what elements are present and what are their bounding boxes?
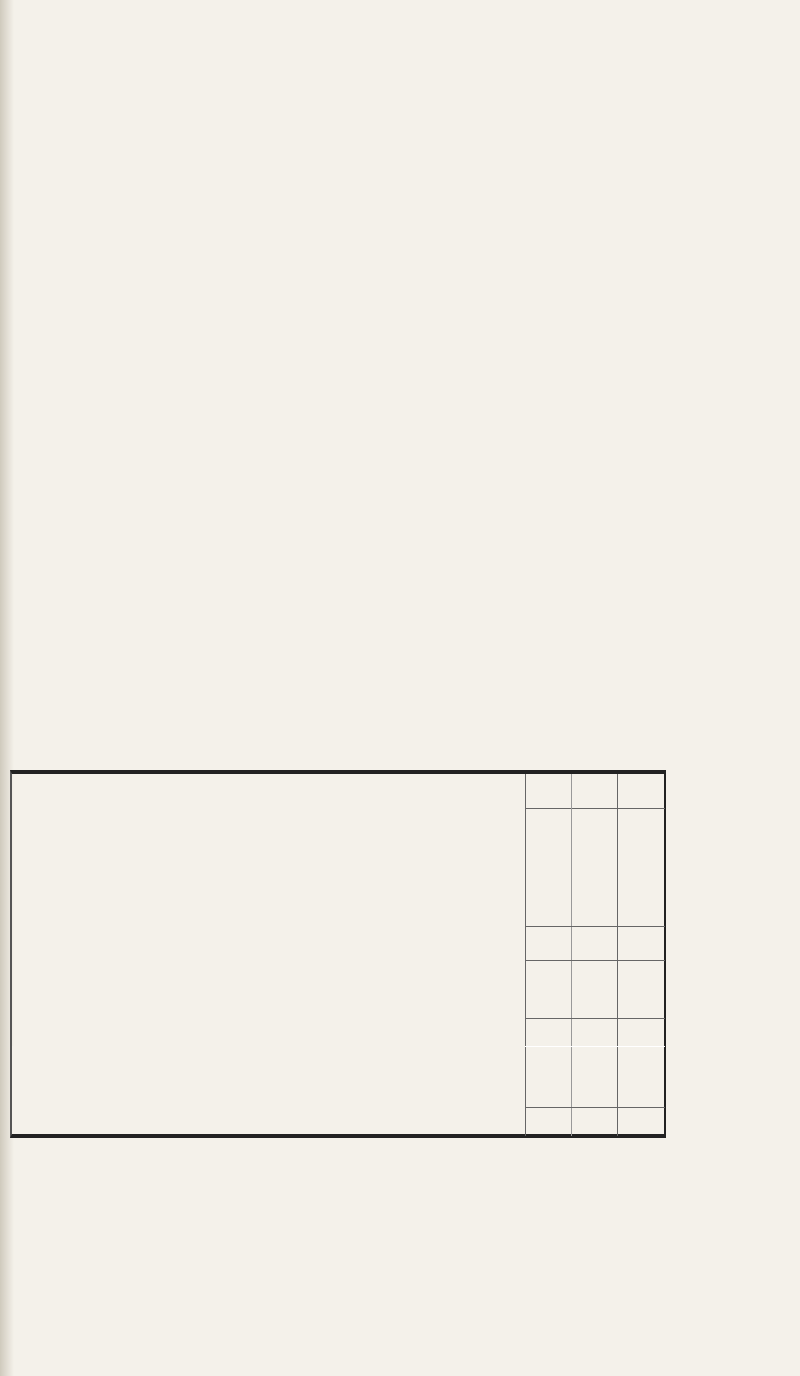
table-frame-lower (10, 1046, 666, 1138)
remaining-rule (525, 1107, 665, 1108)
column-rule-m-lower (525, 1046, 526, 1136)
died-rule (525, 1018, 665, 1019)
page-edge-shadow (0, 0, 14, 1376)
column-rule-f (571, 774, 572, 1048)
results-table (10, 770, 666, 1050)
column-rule-f-lower (571, 1046, 572, 1136)
total-sum-rule (525, 1046, 665, 1047)
total-rule-bottom (525, 960, 665, 961)
header-rule (525, 808, 665, 809)
column-rule-t-lower (617, 1046, 618, 1136)
total-rule-top (525, 926, 665, 927)
column-rule-t (617, 774, 618, 1048)
column-rule-m (525, 774, 526, 1048)
